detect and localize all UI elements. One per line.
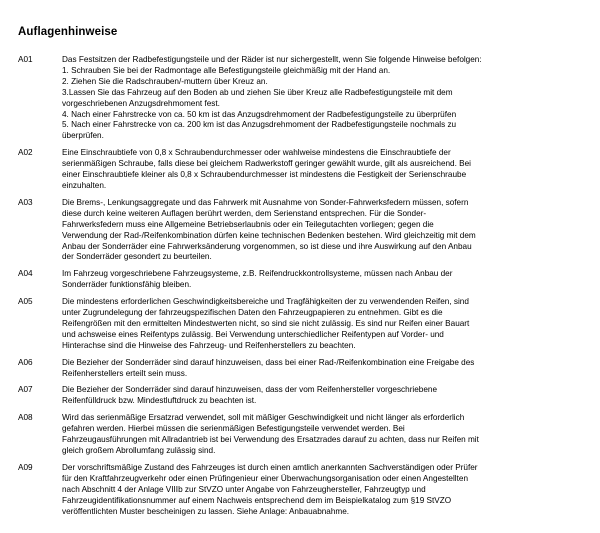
note-text-line: Die mindestens erforderlichen Geschwindigkeitsbereiche und Tragfähigkeiten der zu verwendenden Reifen, sind (62, 297, 469, 307)
note-code: A03 (18, 197, 33, 207)
note-text-line: Das Festsitzen der Radbefestigungsteile und der Räder ist nur sichergestellt, wenn Sie folgende Hinweise befolgen: (62, 55, 482, 64)
note-text-line: Hinterachse sind die Hinweise des Fahrzeug- und Reifenherstellers zu beachten. (62, 340, 356, 350)
note-text (62, 55, 586, 142)
note-text-line: Die Brems-, Lenkungsaggregate und das Fahrwerk mit Ausnahme von Sonder-Fahrwerksfedern müssen, sofern (62, 197, 469, 207)
note-code: A05 (18, 297, 33, 307)
note-text-line: Anbau der Sonderräder eine Fahrwerksänderung vorgenommen, so ist diese und ihre Auswirkung auf den Anbau (62, 241, 472, 251)
note-text (62, 385, 586, 407)
note-text (62, 148, 586, 192)
note-text-line: 2. Ziehen Sie die Radschrauben/-muttern über Kreuz an. (62, 76, 268, 86)
note-code: A06 (18, 357, 33, 367)
note-code: A07 (18, 385, 33, 395)
note-text-line: gefahren werden. Hierbei müssen die serienmäßigen Befestigungsteile verwendet werden. Bei (62, 424, 405, 434)
note-item (18, 358, 586, 380)
note-text-line: der Sonderräder gesondert zu beurteilen. (62, 252, 212, 262)
note-text-line: einzuhalten. (62, 180, 107, 190)
note-item (18, 198, 586, 263)
note-text-line: für den Kraftfahrzeugverkehr oder einen Prüfingenieur einer Überwachungsorganisation oder einen Angestellten (62, 473, 468, 483)
note-text-line: 5. Nach einer Fahrstrecke von ca. 200 km ist das Anzugsdrehmoment der Radbefestigungsteile nochmals zu (62, 120, 457, 130)
note-text-line: überprüfen. (62, 131, 104, 141)
note-text-line: Sonderräder funktionsfähig bleiben. (62, 280, 192, 290)
note-text-line: Wird das serienmäßige Ersatzrad verwendet, soll mit mäßiger Geschwindigkeit und nicht länger als erforderlich (62, 413, 465, 423)
note-text-line: Der vorschriftsmäßige Zustand des Fahrzeuges ist durch einen amtlich anerkannten Sachverständigen oder Prüfer (62, 462, 478, 472)
note-text-line: Reifenherstellers erteilt sein muss. (62, 368, 188, 378)
note-text-line: 4. Nach einer Fahrstrecke von ca. 50 km ist das Anzugsdrehmoment der Radbefestigungsteile zu überprüfen (62, 109, 457, 119)
note-text-line: Reifenfülldruck bzw. Mindestluftdruck zu beachten ist. (62, 396, 257, 406)
note-text-line: Fahrzeugausführungen mit Allradantrieb ist bei Verwendung des Ersatzrades darauf zu achten, dass nur Reifen mit (62, 435, 479, 445)
note-code: A04 (18, 269, 33, 279)
note-text (62, 358, 586, 380)
note-text-line: 1. Schrauben Sie bei der Radmontage alle Befestigungsteile gleichmäßig mit der Hand an. (62, 65, 391, 75)
note-text-line: einer Einschraubtiefe kleiner als 0,8 x Schraubendurchmesser ist mindestens die Festigkeit der Serienschraube (62, 170, 467, 180)
note-text-line: Fahrzeugidentifikationsnummer auf einem Nachweis entsprechend dem im Beispielkatalog zum §19 StVZO (62, 495, 452, 505)
note-text-line: veröffentlichten Muster bescheinigen zu lassen. Siehe Anlage: Anbauabnahme. (62, 506, 350, 516)
note-text-line: Fahrwerksfedern muss eine Allgemeine Betriebserlaubnis oder ein Teilegutachten vorliegen; gegen die (62, 219, 434, 229)
note-text-line: Verwendung der Rad-/Reifenkombination dürfen keine technischen Bedenken bestehen. Wird gleichzeitig mit dem (62, 230, 476, 240)
note-text (62, 463, 586, 518)
note-text-line: Reifengrößen mit den ermittelten Mindestwerten nicht, so sind sie nicht zulässig. Es sind nur Reifen einer Bauart (62, 318, 470, 328)
note-item (18, 55, 586, 142)
note-text-line: Eine Einschraubtiefe von 0,8 x Schraubendurchmesser oder wahlweise mindestens die Einschraubtiefe der (62, 148, 451, 158)
note-code: A08 (18, 413, 33, 423)
note-text-line: vorgeschriebenen Anzugsdrehmoment fest. (62, 98, 220, 108)
page-title: Auflagenhinweise (18, 26, 118, 38)
note-text-line: Die Bezieher der Sonderräder sind darauf hinzuweisen, dass bei einer Rad-/Reifenkombination eine Freigabe des (62, 357, 475, 367)
note-text-line: diese durch keine weiteren Auflagen berührt werden, dem Serienstand entsprechen. Für die Sonder- (62, 208, 427, 218)
note-text (62, 269, 586, 291)
note-text-line: und achsweise eines Reifentyps zulässig. Bei Verwendung unterschiedlicher Reifentypen auf Vorder- und (62, 329, 444, 339)
note-text-line: unter Zugrundelegung der fahrzeugspezifischen Daten den Fahrzeugpapieren zu entnehmen. Gibt es die (62, 308, 443, 318)
note-text-line: Die Bezieher der Sonderräder sind darauf hinzuweisen, dass der vom Reifenhersteller vorgeschriebene (62, 385, 438, 395)
note-item (18, 463, 586, 518)
note-text (62, 297, 586, 352)
notes-list (18, 55, 586, 523)
note-code: A01 (18, 55, 33, 64)
note-code: A09 (18, 462, 33, 472)
note-text-line: gleich großem Abrollumfang zulässig sind. (62, 446, 216, 455)
note-item (18, 413, 586, 457)
note-item (18, 297, 586, 352)
note-text (62, 198, 586, 263)
note-text (62, 413, 586, 457)
note-text-line: 3.Lassen Sie das Fahrzeug auf den Boden ab und ziehen Sie über Kreuz alle Radbefestigungsteile mit dem (62, 87, 453, 97)
note-code: A02 (18, 148, 33, 158)
note-item (18, 269, 586, 291)
note-text-line: nach Abschnitt 4 der Anlage VIIIb zur StVZO unter Angabe von Fahrzeughersteller, Fahrzeugtyp und (62, 484, 426, 494)
note-item (18, 385, 586, 407)
note-item (18, 148, 586, 192)
note-text-line: serienmäßigen Schraube, falls diese bei gleichem Radwerkstoff geringer gewählt wurde, gilt als ausreichend. Bei (62, 159, 471, 169)
note-text-line: Im Fahrzeug vorgeschriebene Fahrzeugsysteme, z.B. Reifendruckkontrollsysteme, müssen nach Anbau der (62, 269, 453, 279)
